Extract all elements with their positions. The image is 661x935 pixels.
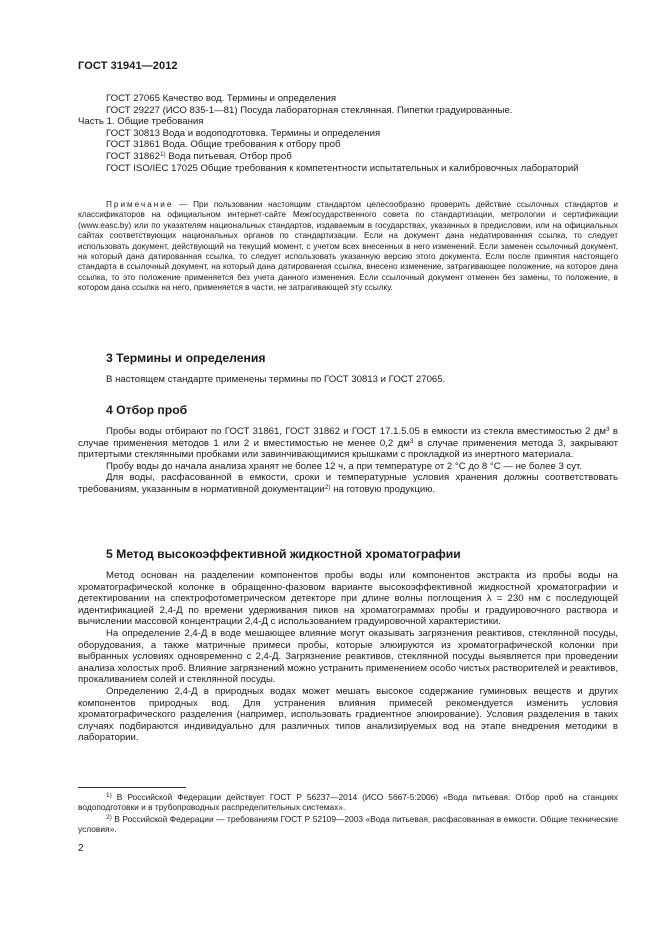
method-paragraph: Метод основан на разделении компонентов пробы воды или компонентов экстракта из пробы воды на хроматографической колонке в обращенно-фазовом варианте высокоэффективной жидкостной хроматографии и детектировании на спектрофотометрическом детекторе при длине волны поглощения λ = 230 нм с последующей идентификацией 2,4-Д по времени удерживания пиков на хроматограммах пробы и градуировочного раствора и вычислении массовой концентрации 2,4-Д с использованием градуировочной характеристики.	[78, 570, 618, 628]
reference-item: ГОСТ 27065 Качество вод. Термины и определения	[106, 93, 337, 104]
note-label: Примечание	[106, 200, 174, 209]
section-4-heading: 4 Отбор проб	[106, 403, 188, 417]
text-run: на готовую продукцию.	[330, 483, 436, 495]
reference-title: Вода питьевая. Отбор проб	[168, 150, 292, 162]
note-text: — При пользовании настоящим стандартом целесообразно проверить действие ссылочных стандартов и классификаторов на официальном интернет-сайте Межгосударственного совета по стандартизации, метрологии и сертификации (www.easc.by) или по указателям национальных стандартов, издаваемым в государствах, указанных в предисловии, или на официальных сайтах соответствующих национальных органов по стандартизации. Если на документ дана недатированная ссылка, то следует использовать документ, действующий на текущий момент, с учетом всех внесенных в него изменений. Если заменен ссылочный документ, на который дана датированная ссылка, то следует использовать указанную версию этого документа. Если после принятия настоящего стандарта в ссылочный документ, на который дана датированная ссылка, внесено изменение, затрагивающее положение, на которое дана ссылка, то это положение применяется без учета данного изменения. Если ссылочный документ отменен без замены, то положение, в котором дана ссылка на него, применяется в части, не затрагивающей эту ссылку.	[78, 200, 618, 293]
section-5-body	[78, 570, 618, 744]
text-run: в случае применения методов 1 или 2 и вместимостью не менее 0,2 дм	[78, 426, 619, 449]
section-5-heading: 5 Метод высокоэффективной жидкостной хроматографии	[106, 547, 461, 561]
footnote-2	[78, 813, 618, 835]
reference-item: ГОСТ 30813 Вода и водоподготовка. Термины и определения	[106, 127, 381, 139]
reference-item-continuation: Часть 1. Общие требования	[78, 116, 204, 128]
footnote-divider	[78, 787, 186, 788]
text-run: Для воды, расфасованной в емкости, сроки и температурные условия хранения должны соответствовать требованиям, указанным в нормативной документации	[78, 472, 618, 495]
reference-code: ГОСТ 31862	[106, 150, 160, 162]
storage-paragraph: Пробу воды до начала анализа хранят не более 12 ч, а при температуре от 2 °С до 8 °С — не более 3 сут.	[106, 460, 583, 472]
text-run: в случае применения метода 3, закрывают притертыми стеклянными пробками или завинчивающимися крышками с прокладкой из инертного материала.	[78, 437, 618, 461]
natural-water-paragraph: Определению 2,4-Д в природных водах может мешать высокое содержание гуминовых веществ и других компонентов природных вод. Для устранения влияния примесей рекомендуется изменить условия хроматографического разделения (например, использовать градиентное элюирование). Условия разделения в таких случаях подбираются индивидуально для различных типов анализируемых вод на этапе внедрения методики в лаборатории.	[78, 685, 618, 744]
interference-paragraph: На определение 2,4-Д в воде мешающее влияние могут оказывать загрязнения реактивов, стеклянной посуды, оборудования, а также матричные примеси пробы, которые элюируются из хроматографической колонки при выбранных условиях одновременно с 2,4-Д. Загрязнение реактивов, стеклянной посуды выявляется при проведении анализа холостых проб. Влияние загрязнений можно устранить применением особо чистых растворителей и реактивов, прокаливанием солей и стеклянной посуды.	[78, 627, 618, 686]
document-code-header: ГОСТ 31941—2012	[78, 60, 178, 72]
section-3-text: В настоящем стандарте применены термины по ГОСТ 30813 и ГОСТ 27065.	[106, 374, 446, 385]
footnote-mark: 1)	[159, 150, 166, 158]
footnotes	[78, 791, 618, 835]
superscript: 3	[605, 426, 610, 433]
sampling-paragraph	[78, 426, 618, 461]
reference-item: ГОСТ 29227 (ИСО 835-1—81) Посуда лабораторная стеклянная. Пипетки градуированные.	[106, 104, 513, 116]
text-run: Пробы воды отбирают по ГОСТ 31861, ГОСТ 31862 и ГОСТ 17.1.5.05 в емкости из стекла вместимостью 2 дм	[106, 426, 606, 437]
footnote-mark: 2)	[106, 813, 112, 821]
reference-item: ГОСТ ISO/IEC 17025 Общие требования к компетентности испытательных и калибровочных лабораторий	[106, 162, 579, 174]
normative-references-list	[78, 93, 618, 174]
footnote-mark: 1)	[106, 792, 112, 799]
reference-item	[78, 151, 618, 163]
section-4-body	[78, 426, 618, 496]
footnote-text: В Российской Федерации действует ГОСТ Р 56237—2014 (ИСО 5667-5:2006) «Вода питьевая. Отбор проб на станциях водоподготовки и в трубопроводных распределительных системах».	[78, 792, 618, 813]
section-3-heading: 3 Термины и определения	[106, 351, 266, 365]
reference-item: ГОСТ 31861 Вода. Общие требования к отбору проб	[106, 139, 341, 151]
footnote-text: В Российской Федерации — требованиям ГОСТ Р 52109—2003 «Вода питьевая, расфасованная в емкости. Общие технические условия».	[78, 813, 618, 835]
superscript: 3	[409, 437, 414, 445]
footnote-1	[78, 791, 618, 813]
packaged-water-paragraph	[78, 472, 618, 495]
footnote-mark: 2)	[324, 483, 331, 491]
page-number: 2	[78, 843, 84, 854]
reference-note	[78, 200, 618, 294]
